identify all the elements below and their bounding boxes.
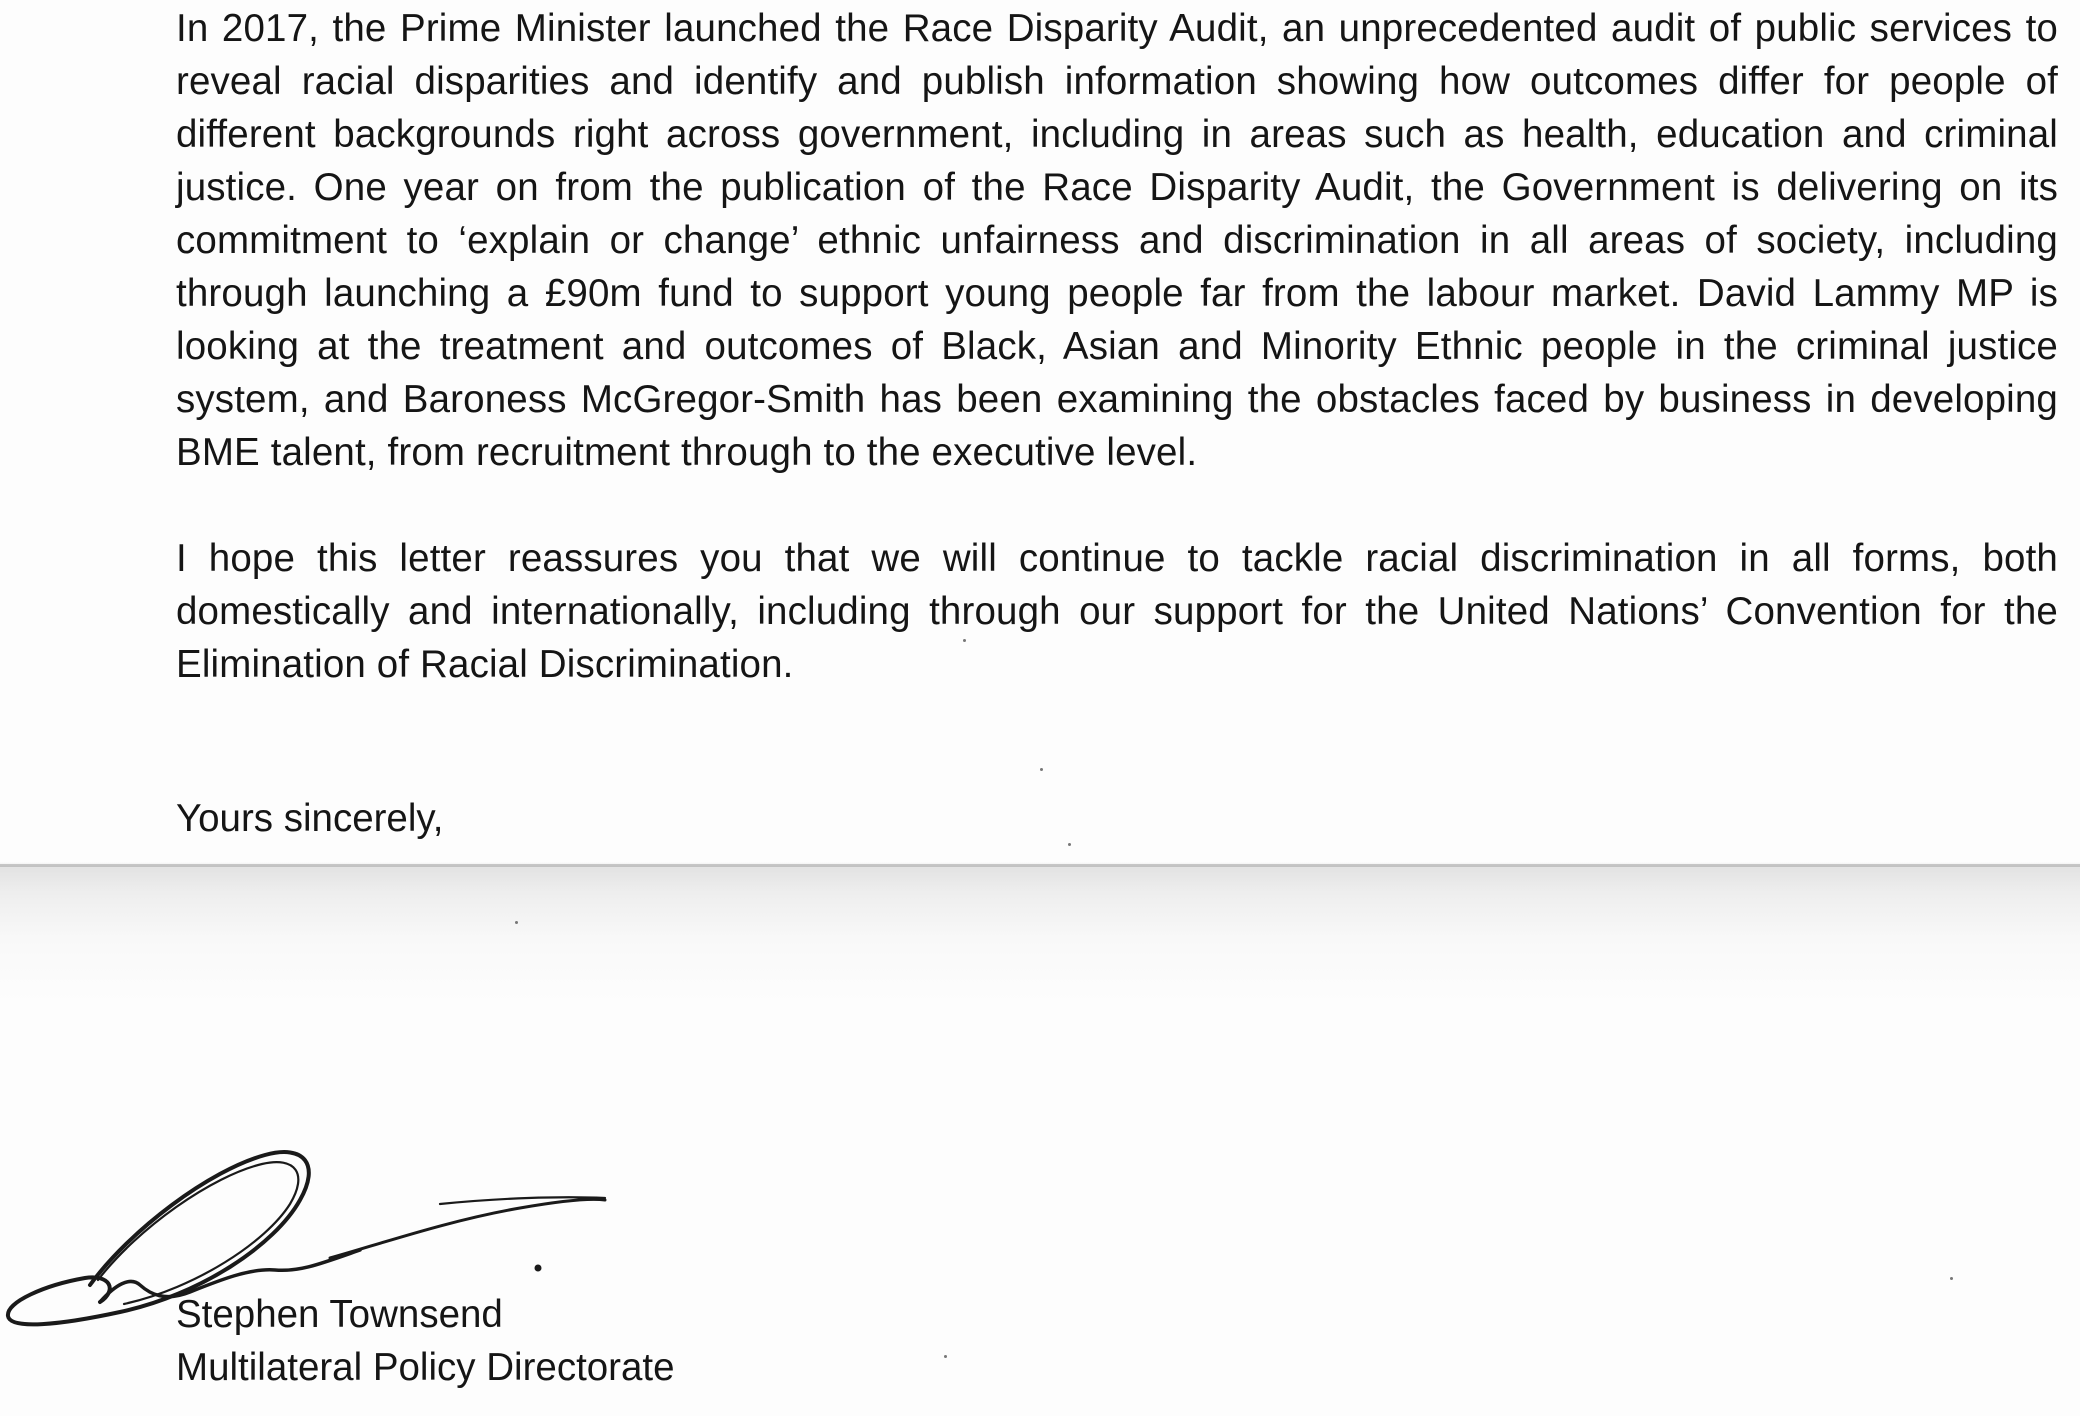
letter-body [176,2,2058,691]
paragraph-race-disparity-audit: In 2017, the Prime Minister launched the Race Disparity Audit, an unprecedented audit of public services to reveal racial disparities and identify and publish information showing how outcomes differ for people of different backgrounds right across government, including in areas such as health, education and criminal justice. One year on from the publication of the Race Disparity Audit, the Government is delivering on its commitment to ‘explain or change’ ethnic unfairness and discrimination in all areas of society, including through launching a £90m fund to support young people far from the labour market. David Lammy MP is looking at the treatment and outcomes of Black, Asian and Minority Ethnic people in the criminal justice system, and Baroness McGregor-Smith has been examining the obstacles faced by business in developing BME talent, from recruitment through to the executive level. [176,7,2058,474]
paper-speck [944,1355,947,1358]
paper-speck [1068,843,1071,846]
paper-fold-crease [0,864,2080,867]
signatory-department: Multilateral Policy Directorate [176,1346,675,1389]
paper-speck [963,639,966,642]
signature-block [176,1288,675,1394]
paper-fold-shadow [0,862,2080,1002]
paper-speck [515,921,518,924]
paper-speck [1950,1277,1953,1280]
signatory-name: Stephen Townsend [176,1293,503,1336]
closing-salutation: Yours sincerely, [176,797,444,840]
paragraph-reassurance: I hope this letter reassures you that we will continue to tackle racial discrimination in all forms, both domestically and internationally, including through our support for the United Nations’ Convention for the Elimination of Racial Discrimination. [176,537,2058,686]
paper-speck [1040,768,1043,771]
